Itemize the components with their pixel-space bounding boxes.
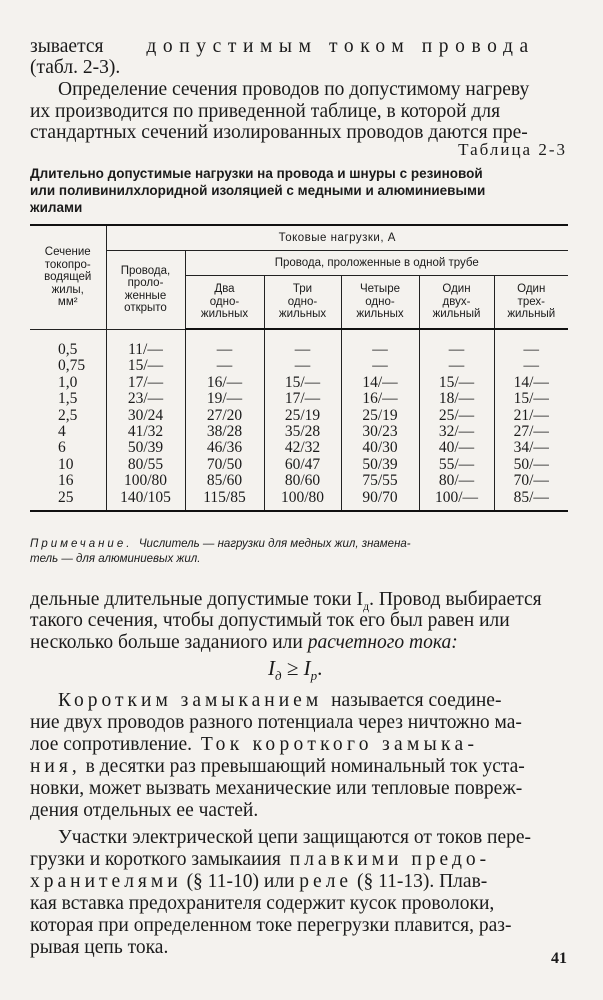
row-load-cell: 15/— <box>419 375 494 391</box>
header-col-three: Три одно- жильных <box>264 276 341 330</box>
header-col-one-three: Один трех- жильный <box>494 276 568 330</box>
row-load-cell: 60/47 <box>264 457 341 473</box>
spaced-term: хранителями <box>30 871 182 892</box>
row-load-cell: 80/60 <box>264 473 341 489</box>
row-load-cell: 25/19 <box>341 408 419 424</box>
spaced-term: реле <box>299 871 353 892</box>
body-line-14: которая при определенном токе перегрузки плавится, раз- <box>30 915 512 936</box>
table-row <box>30 457 568 473</box>
text-line-4: их производится по приведенной таблице, в которой для <box>30 101 501 122</box>
table-row <box>30 473 568 489</box>
header-currents: Токовые нагрузки, А <box>106 225 568 251</box>
row-load-cell: 46/36 <box>185 440 264 456</box>
body-line-5: ние двух проводов разного потенциала через ничтожно ма- <box>30 712 522 733</box>
body-line-4: Коротким замыканием называется соедине- <box>58 690 502 711</box>
row-load-cell: — <box>264 358 341 374</box>
row-load-cell: 55/— <box>419 457 494 473</box>
table-row <box>30 490 568 511</box>
header-in-tube: Провода, проложенные в одной трубе <box>185 251 568 276</box>
row-load-cell: 42/32 <box>264 440 341 456</box>
row-section-cell: 2,5 <box>58 406 78 424</box>
row-load-cell: 30/23 <box>341 424 419 440</box>
row-section-cell: 1,5 <box>58 390 78 408</box>
table-caption-line-2: или поливинилхлоридной изоляцией с медными и алюминиевыми <box>30 183 486 198</box>
row-load-cell: 15/— <box>106 358 185 374</box>
row-load-cell: 85/60 <box>185 473 264 489</box>
row-load-cell: 15/— <box>494 391 568 407</box>
body-line-3: несколько больше заданиого или расчетного тока: <box>30 632 458 653</box>
body-line-7: ния, в десятки раз превышающий номинальный ток уста- <box>30 756 525 777</box>
row-load-cell: 21/— <box>494 408 568 424</box>
body-line-12: хранителями (§ 11-10) или реле (§ 11-13). Плав- <box>30 871 488 892</box>
body-line-1: дельные длительные допустимые токи $I_д$. Провод выбирается <box>30 589 542 613</box>
row-load-cell: 23/— <box>106 391 185 407</box>
header-section: Сечение токопро- водящей жилы, мм² <box>30 225 106 329</box>
row-section-cell: 10 <box>58 455 74 473</box>
row-load-cell: 70/50 <box>185 457 264 473</box>
body-line-15: рывая цепь тока. <box>30 937 169 958</box>
row-load-cell: 50/39 <box>341 457 419 473</box>
row-load-cell: — <box>341 358 419 374</box>
row-section-cell: 6 <box>58 439 66 457</box>
body-line-10: Участки электрической цепи защищаются от токов пере- <box>58 827 532 848</box>
row-load-cell: 100/80 <box>106 473 185 489</box>
row-load-cell: 15/— <box>264 375 341 391</box>
header-col-four: Четыре одно- жильных <box>341 276 419 330</box>
row-load-cell: 80/55 <box>106 457 185 473</box>
row-section-cell: 25 <box>30 490 106 511</box>
row-load-cell: 18/— <box>419 391 494 407</box>
body-line-6: лое сопротивление. Ток короткого замыка- <box>30 734 479 755</box>
table-caption-line-3: жилами <box>30 200 83 215</box>
text-line-1: зывается допустимым током провода <box>30 36 535 57</box>
text-line-5: стандартных сечений изолированных проводов даются пре- <box>30 122 528 143</box>
spaced-term: плавкими предо- <box>289 849 491 870</box>
row-load-cell: 32/— <box>419 424 494 440</box>
row-load-cell: 25/— <box>419 408 494 424</box>
row-load-cell: 16/— <box>185 375 264 391</box>
row-load-cell: 11/— <box>106 342 185 358</box>
table-row <box>30 358 568 374</box>
spaced-term: Ток короткого замыка- <box>200 734 479 755</box>
spaced-term: допустимым током провода <box>146 36 535 57</box>
row-load-cell: 100/— <box>419 490 494 511</box>
row-load-cell: 27/20 <box>185 408 264 424</box>
row-load-cell: 140/105 <box>106 490 185 511</box>
row-load-cell: 115/85 <box>185 490 264 511</box>
row-load-cell: — <box>419 358 494 374</box>
row-load-cell: — <box>494 358 568 374</box>
row-load-cell: — <box>264 342 341 358</box>
row-load-cell: — <box>185 358 264 374</box>
table-row <box>30 391 568 407</box>
row-load-cell: 80/— <box>419 473 494 489</box>
table-row <box>30 342 568 358</box>
row-load-cell: 34/— <box>494 440 568 456</box>
body-line-8: новки, может вызвать механические или тепловые повреж- <box>30 778 523 799</box>
row-section-cell: 0,5 <box>58 341 78 358</box>
row-load-cell: 14/— <box>494 375 568 391</box>
row-section-cell: 1,0 <box>58 373 78 391</box>
row-load-cell: 50/— <box>494 457 568 473</box>
formula: $I_д \ge I_р$. <box>268 656 323 684</box>
header-col-two: Два одно- жильных <box>185 276 264 330</box>
row-load-cell: 14/— <box>341 375 419 391</box>
table-row <box>30 408 568 424</box>
table-row <box>30 440 568 456</box>
table-number: Таблица 2-3 <box>458 140 567 159</box>
table-caption-line-1: Длительно допустимые нагрузки на провода и шнуры с резиновой <box>30 166 483 181</box>
body-line-2: такого сечения, чтобы допустимый ток его был равен или <box>30 610 510 631</box>
row-load-cell: — <box>341 342 419 358</box>
body-line-11: грузки и короткого замыкаиия плавкими предо- <box>30 849 491 870</box>
spaced-term: Коротким замыканием <box>58 690 323 711</box>
row-load-cell: 17/— <box>106 375 185 391</box>
row-section-cell: 0,75 <box>58 357 86 375</box>
header-col-one-two: Один двух- жильный <box>419 276 494 330</box>
row-load-cell: — <box>185 342 264 358</box>
row-load-cell: 50/39 <box>106 440 185 456</box>
text-line-3: Определение сечения проводов по допустимому нагреву <box>58 79 530 100</box>
table-row <box>30 375 568 391</box>
row-section-cell: 16 <box>58 472 74 490</box>
spaced-term: ния, <box>30 756 81 777</box>
row-load-cell: 75/55 <box>341 473 419 489</box>
row-load-cell: — <box>419 342 494 358</box>
row-load-cell: 40/— <box>419 440 494 456</box>
row-load-cell: 35/28 <box>264 424 341 440</box>
text-line-2: (табл. 2-3). <box>30 57 121 78</box>
row-load-cell: 38/28 <box>185 424 264 440</box>
row-load-cell: 16/— <box>341 391 419 407</box>
row-load-cell: 85/— <box>494 490 568 511</box>
row-load-cell: 41/32 <box>106 424 185 440</box>
row-load-cell: 17/— <box>264 391 341 407</box>
row-section-cell: 4 <box>58 423 66 441</box>
body-line-9: дения отдельных ее частей. <box>30 800 259 821</box>
page-number: 41 <box>551 950 567 967</box>
row-load-cell: 90/70 <box>341 490 419 511</box>
header-open: Провода, проло- женные открыто <box>106 251 185 330</box>
table-row <box>30 424 568 440</box>
table-note: Примечание. Числитель — нагрузки для медных жил, знамена- тель — для алюминиевых жил. <box>30 538 411 565</box>
row-load-cell: 100/80 <box>264 490 341 511</box>
row-load-cell: 40/30 <box>341 440 419 456</box>
row-load-cell: 19/— <box>185 391 264 407</box>
load-table <box>30 224 568 512</box>
row-load-cell: — <box>494 342 568 358</box>
row-load-cell: 70/— <box>494 473 568 489</box>
row-load-cell: 27/— <box>494 424 568 440</box>
row-load-cell: 25/19 <box>264 408 341 424</box>
row-load-cell: 30/24 <box>106 408 185 424</box>
body-line-13: кая вставка предохранителя содержит кусок проволоки, <box>30 893 495 914</box>
